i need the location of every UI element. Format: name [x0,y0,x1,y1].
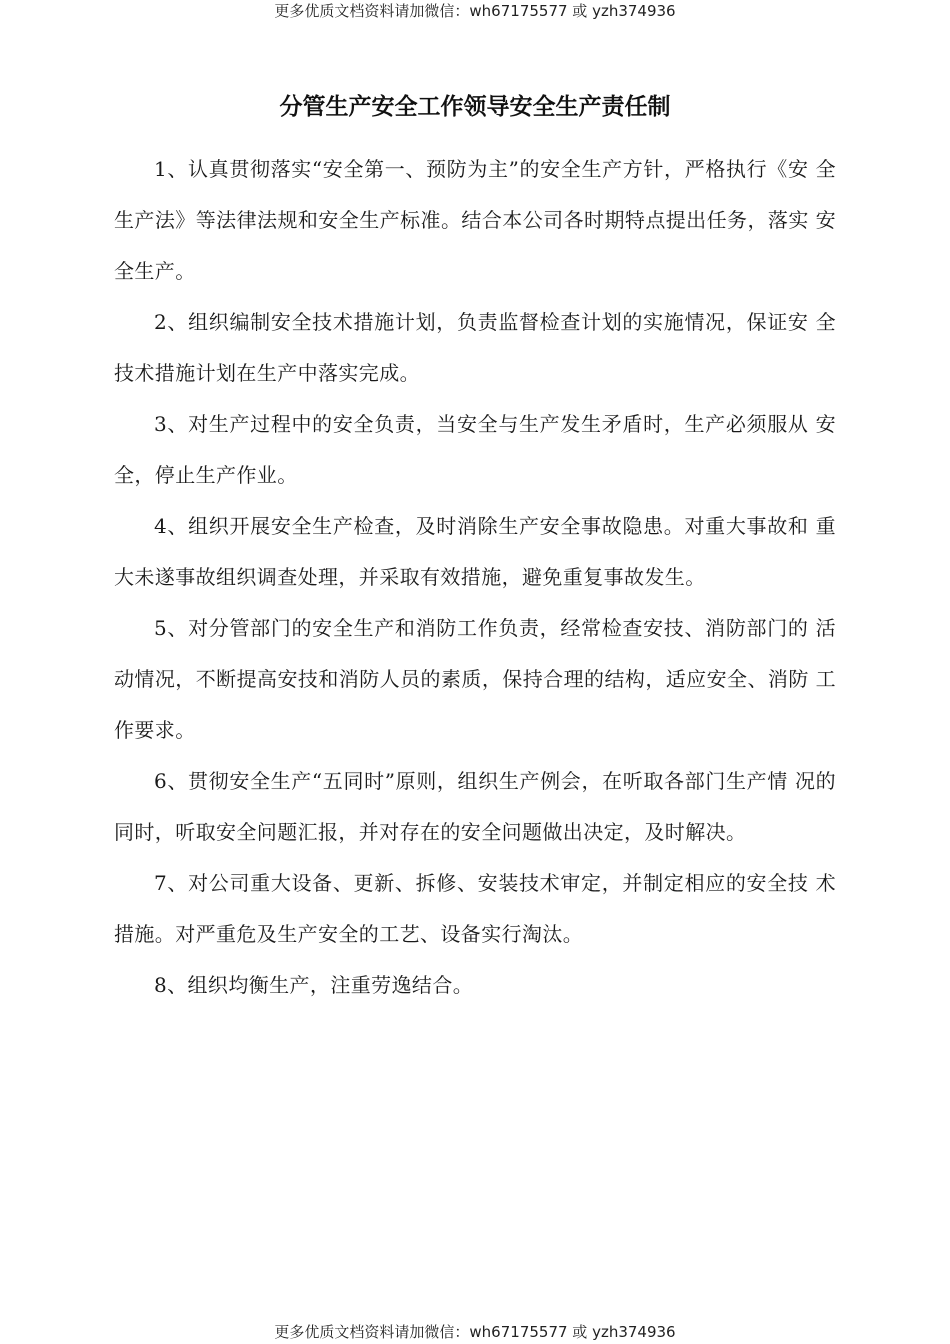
paragraph-5: 5、对分管部门的安全生产和消防工作负责，经常检查安技、消防部门的 活动情况，不断提高安技和消防人员的素质，保持合理的结构，适应安全、消防 工作要求。 [114,616,836,742]
document-body [114,144,836,1011]
paragraph-1: 1、认真贯彻落实“安全第一、预防为主”的安全生产方针，严格执行《安 全生产法》等法律法规和安全生产标准。结合本公司各时期特点提出任务，落实 安全生产。 [114,157,836,283]
paragraph-4: 4、组织开展安全生产检查，及时消除生产安全事故隐患。对重大事故和 重大未遂事故组织调查处理，并采取有效措施，避免重复事故发生。 [114,514,836,589]
paragraph-6: 6、贯彻安全生产“五同时”原则，组织生产例会，在听取各部门生产情 况的同时，听取安全问题汇报，并对存在的安全问题做出决定，及时解决。 [114,769,836,844]
header-watermark: 更多优质文档资料请加微信：wh67175577 或 yzh374936 [274,2,676,20]
paragraph-3: 3、对生产过程中的安全负责，当安全与生产发生矛盾时，生产必须服从 安全，停止生产作业。 [114,412,836,487]
paragraph-8: 8、组织均衡生产，注重劳逸结合。 [154,973,474,997]
paragraph-2: 2、组织编制安全技术措施计划，负责监督检查计划的实施情况，保证安 全技术措施计划在生产中落实完成。 [114,310,836,385]
paragraph-7: 7、对公司重大设备、更新、拆修、安装技术审定，并制定相应的安全技 术措施。对严重危及生产安全的工艺、设备实行淘汰。 [114,871,836,946]
document-title: 分管生产安全工作领导安全生产责任制 [279,94,671,120]
footer-watermark: 更多优质文档资料请加微信：wh67175577 或 yzh374936 [274,1323,676,1341]
